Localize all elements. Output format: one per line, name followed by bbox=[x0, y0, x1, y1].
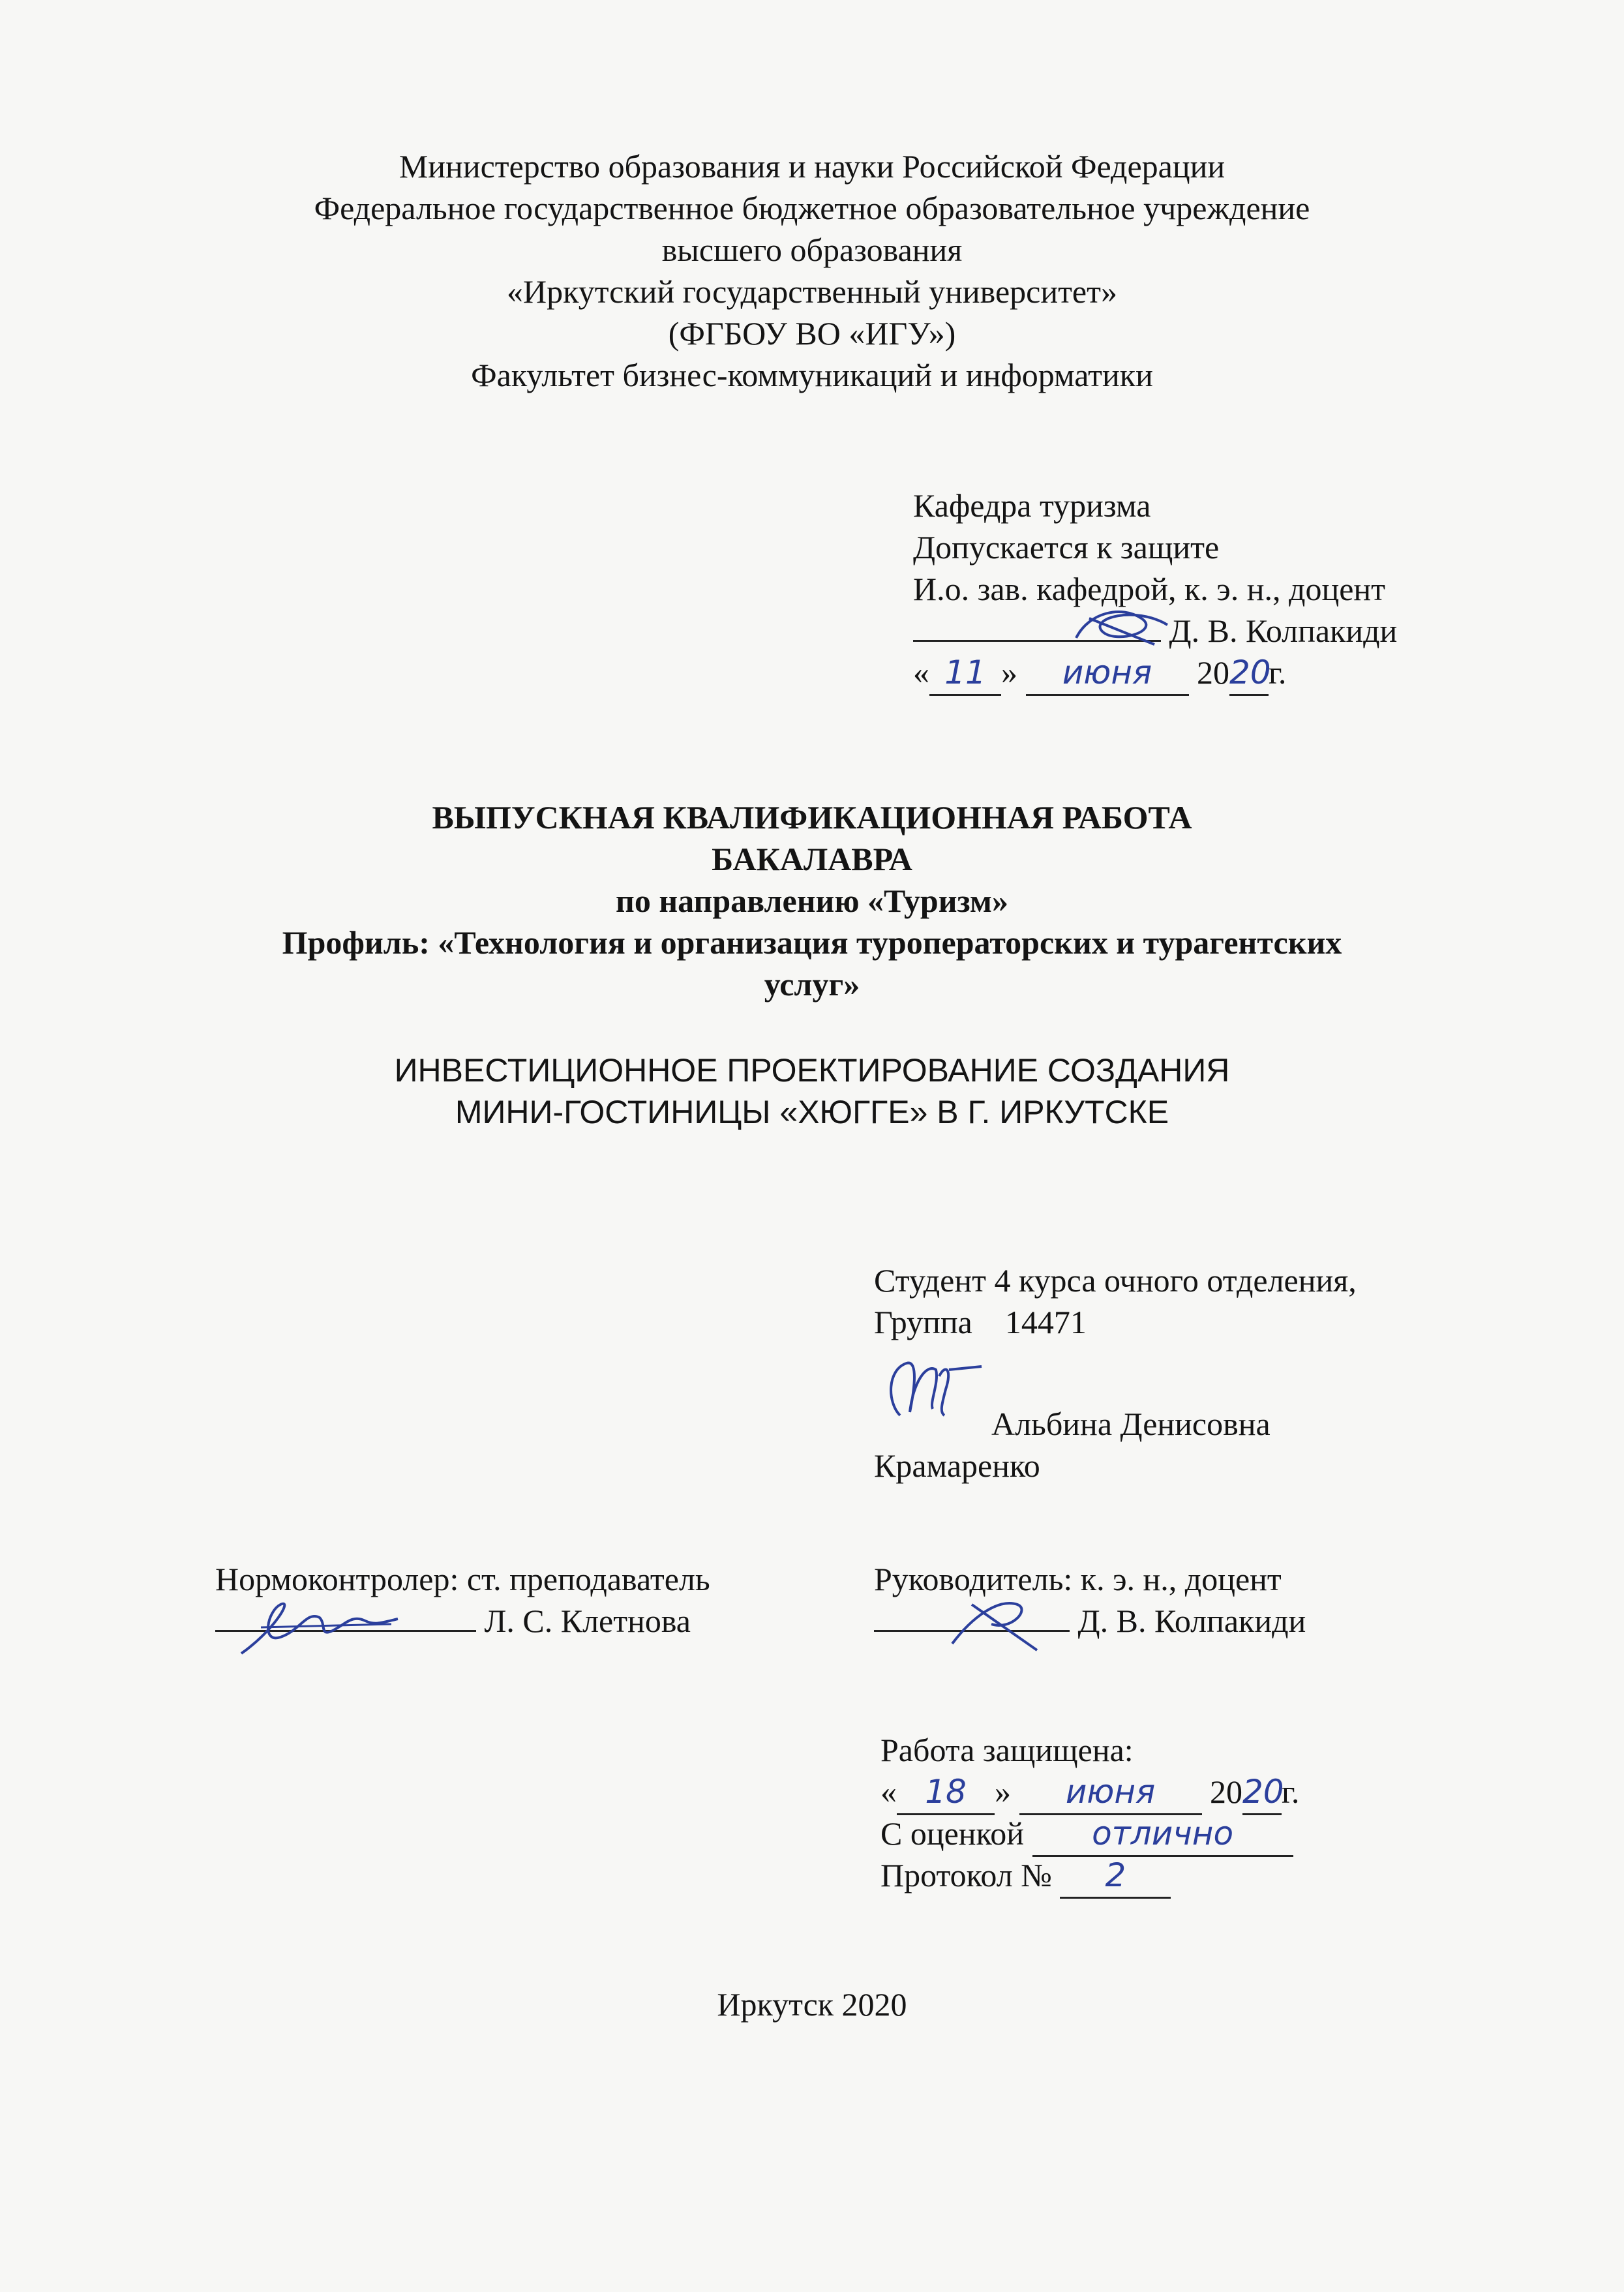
grade-value: отлично bbox=[1032, 1812, 1293, 1857]
normcontrol-name: Л. С. Клетнова bbox=[484, 1603, 691, 1639]
university-abbr-line: (ФГБОУ ВО «ИГУ») bbox=[668, 315, 956, 352]
date-day: 11 bbox=[929, 651, 1001, 696]
education-level-line: высшего образования bbox=[661, 232, 963, 268]
date-suffix: г. bbox=[1269, 654, 1287, 691]
profile-line1: Профиль: «Технология и организация туроператорских и турагентских bbox=[282, 924, 1342, 961]
work-type-line1: ВЫПУСКНАЯ КВАЛИФИКАЦИОННАЯ РАБОТА bbox=[432, 799, 1192, 836]
date-day: 18 bbox=[897, 1770, 995, 1815]
grade-label: С оценкой bbox=[880, 1815, 1025, 1852]
student-signature bbox=[874, 1350, 991, 1428]
head-name: Д. В. Колпакиди bbox=[1169, 612, 1398, 649]
date-year-prefix: 20 bbox=[1197, 654, 1229, 691]
student-group bbox=[874, 1301, 1087, 1344]
thesis-title-line1: ИНВЕСТИЦИОННОЕ ПРОЕКТИРОВАНИЕ СОЗДАНИЯ bbox=[394, 1052, 1230, 1089]
approval-date bbox=[913, 651, 1286, 696]
date-year-suffix: 20 bbox=[1242, 1770, 1282, 1815]
head-signature bbox=[1063, 599, 1180, 651]
student-course: Студент 4 курса очного отделения, bbox=[874, 1262, 1357, 1299]
thesis-title-line2: МИНИ-ГОСТИНИЦЫ «ХЮГГЕ» В Г. ИРКУТСКЕ bbox=[455, 1094, 1169, 1130]
protocol-value: 2 bbox=[1060, 1854, 1171, 1899]
date-year-prefix: 20 bbox=[1210, 1773, 1242, 1810]
normcontrol-signature bbox=[235, 1591, 404, 1663]
date-month: июня bbox=[1019, 1770, 1202, 1815]
department-label: Кафедра туризма bbox=[913, 487, 1151, 524]
student-name-line1: Альбина Денисовна bbox=[991, 1406, 1271, 1442]
date-year-suffix: 20 bbox=[1229, 651, 1269, 696]
defense-date bbox=[880, 1770, 1299, 1815]
admitted-label: Допускается к защите bbox=[913, 529, 1220, 565]
supervisor-name: Д. В. Колпакиди bbox=[1077, 1603, 1306, 1639]
protocol-label: Протокол № bbox=[880, 1857, 1052, 1893]
defense-grade bbox=[880, 1812, 1293, 1857]
city-year: Иркутск 2020 bbox=[717, 1986, 907, 2023]
defense-label: Работа защищена: bbox=[880, 1732, 1134, 1768]
work-type-line2: БАКАЛАВРА bbox=[712, 841, 912, 877]
defense-protocol bbox=[880, 1854, 1171, 1899]
date-close-quote: » bbox=[1001, 654, 1017, 691]
date-suffix: г. bbox=[1282, 1773, 1300, 1810]
supervisor-title: Руководитель: к. э. н., доцент bbox=[874, 1561, 1282, 1597]
profile-line2: услуг» bbox=[764, 966, 860, 1003]
university-line: «Иркутский государственный университет» bbox=[507, 273, 1117, 310]
student-name-line2: Крамаренко bbox=[874, 1447, 1040, 1484]
ministry-line: Министерство образования и науки Российской Федерации bbox=[398, 148, 1226, 185]
direction-line: по направлению «Туризм» bbox=[616, 882, 1008, 919]
date-month: июня bbox=[1026, 651, 1189, 696]
head-title: И.о. зав. кафедрой, к. э. н., доцент bbox=[913, 571, 1386, 607]
normcontrol-title: Нормоконтролер: ст. преподаватель bbox=[215, 1561, 710, 1597]
date-open-quote: « bbox=[880, 1773, 897, 1810]
faculty-line: Факультет бизнес-коммуникаций и информатики bbox=[471, 357, 1153, 393]
group-label: Группа bbox=[874, 1304, 972, 1340]
institution-type-line: Федеральное государственное бюджетное образовательное учреждение bbox=[314, 190, 1310, 226]
group-number: 14471 bbox=[1004, 1304, 1087, 1340]
date-open-quote: « bbox=[913, 654, 929, 691]
supervisor-signature bbox=[939, 1591, 1050, 1657]
date-close-quote: » bbox=[995, 1773, 1011, 1810]
